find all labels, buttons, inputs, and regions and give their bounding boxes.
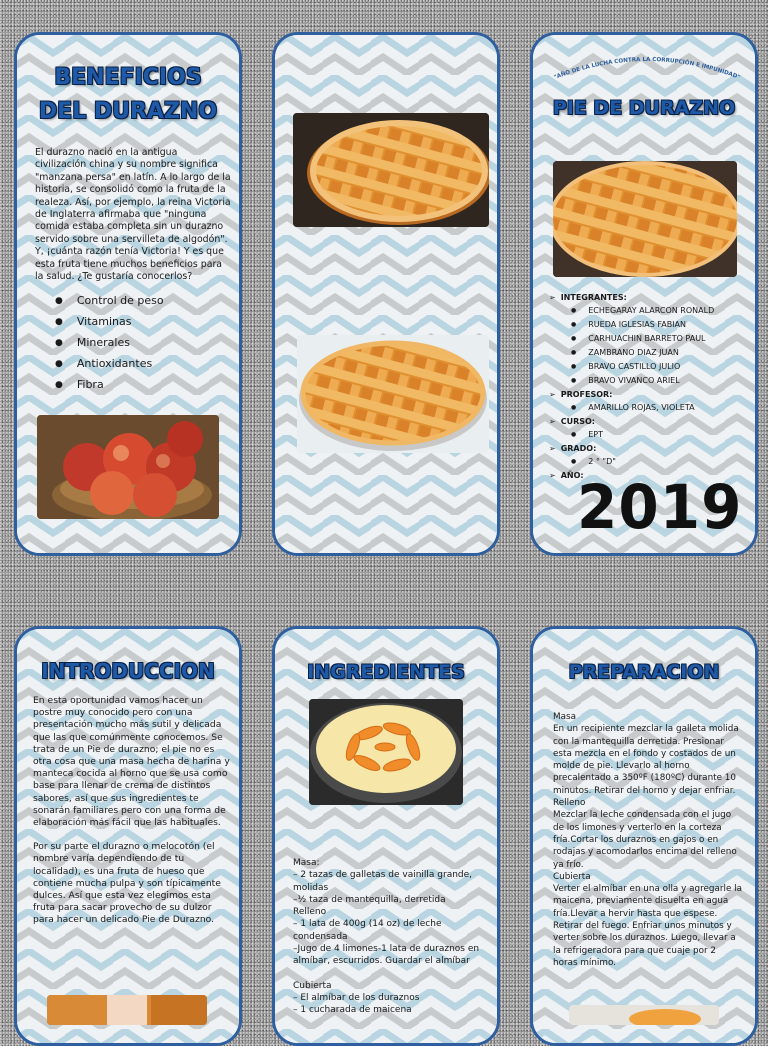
list-item: – El almíbar de los duraznos bbox=[293, 992, 420, 1003]
svg-text:"AÑO DE LA LUCHA CONTRA LA COR bbox=[553, 57, 740, 81]
list-item: ● Minerales bbox=[55, 333, 164, 354]
list-item: ● Vitaminas bbox=[55, 312, 164, 333]
beneficios-title-line2: DEL DURAZNO bbox=[38, 99, 218, 124]
list-item: ● ZAMBRANO DIAZ JUAN bbox=[549, 346, 753, 360]
beneficios-body: El durazno nació en la antigua civilización china y su nombre significa "manzana persa" en latín. A lo largo de la historia, se consolidó como la fruta de la realeza. Así, por ejemplo, la reina Victoria de Inglaterra afirmaba que "ninguna comida estaba completa sin un durazno servido sobre una servilleta de algodón". Y, ¡cuánta razón tenía Victoria! Y es que esta fruta tiene muchos beneficios para la salud. ¿Te gustaría conocerlos? bbox=[35, 147, 231, 283]
list-item: –Jugo de 4 limones-1 lata de duraznos en almíbar, escurridos. Guardar el almíbar bbox=[293, 944, 480, 967]
beneficios-title-line1: BENEFICIOS bbox=[54, 65, 202, 90]
curso-value: ● EPT bbox=[549, 428, 753, 442]
cover-title: PIE DE DURAZNO bbox=[552, 97, 736, 119]
list-item: Masa: bbox=[293, 858, 320, 868]
list-item: Cubierta bbox=[553, 871, 591, 882]
preparacion-title: PREPARACION bbox=[568, 661, 720, 683]
list-item: Mezclar la leche condensada con el jugo de los limones y verterlo en la corteza fría.Cortar los duraznos en gajos o en rodajas y acomodarlos encima del relleno ya frío. bbox=[553, 810, 737, 870]
introduccion-title: INTRODUCCION bbox=[41, 659, 215, 683]
list-item: – 2 tazas de galletas de vainilla grande, molidas bbox=[293, 870, 473, 893]
list-item: Relleno bbox=[293, 907, 327, 918]
panel-cover bbox=[530, 32, 758, 556]
list-item: ● Fibra bbox=[55, 375, 164, 396]
lattice-pie-image bbox=[293, 113, 489, 227]
list-item: – 1 lata de 400g (14 oz) de leche condensada bbox=[293, 919, 442, 942]
panel-images bbox=[272, 32, 500, 556]
list-item: Relleno bbox=[553, 798, 586, 809]
peach-cheesecake-image bbox=[309, 699, 463, 805]
panel-beneficios bbox=[14, 32, 242, 556]
list-item: Cubierta bbox=[293, 980, 332, 991]
cover-info bbox=[549, 291, 753, 482]
list-item: ● CARHUACHIN BARRETO PAUL bbox=[549, 332, 753, 346]
motto-text: "AÑO DE LA LUCHA CONTRA LA CORRUPCIÓN E IMPUNIDAD" bbox=[553, 56, 741, 81]
introduccion-para1: En esta oportunidad vamos hacer un postre muy conocido pero con una presentación mucho más sutil y delicada que las que comúnmente conocemos. Se trata de un Pie de durazno; el pie no es otra cosa que una masa hecha de harina y manteca cocida al horno que se usa como base para llenar de crema de distintos sabores, así que sus ingredientes te sonarán familiares pero con una forma de elaboración más fácil que las habituales. bbox=[33, 695, 230, 829]
integrantes-label: ➢ INTEGRANTES: bbox=[549, 291, 753, 304]
ingredientes-list bbox=[293, 857, 485, 1017]
list-item: En un recipiente mezclar la galleta molida con la mantequilla derretida. Presionar esta mezcla en el fondo y costados de un molde de pie. Llevarlo al horno precalentado a 350ºF (180ºC) durante 10 minutos. Retirar del horno y dejar enfriar. bbox=[553, 724, 739, 796]
introduccion-body bbox=[33, 695, 233, 939]
list-item: ● Antioxidantes bbox=[55, 354, 164, 375]
lattice-pie-image bbox=[569, 1005, 719, 1025]
list-item: – 1 cucharada de maicena bbox=[293, 1005, 412, 1016]
panel-ingredientes bbox=[272, 626, 500, 1046]
preparacion-body bbox=[553, 711, 743, 969]
panel-introduccion bbox=[14, 626, 242, 1046]
lattice-pie-image bbox=[553, 161, 737, 277]
ingredientes-title: INGREDIENTES bbox=[307, 661, 465, 683]
lattice-pie-image bbox=[47, 995, 207, 1025]
list-item: ● Control de peso bbox=[55, 291, 164, 312]
list-item: ● RUEDA IGLESIAS FABIAN bbox=[549, 318, 753, 332]
lattice-pie-image bbox=[297, 335, 489, 453]
grado-label: ➢ GRADO: bbox=[549, 442, 753, 455]
list-item: Verter el almíbar en una olla y agregarle la maicena, previamente disuelta en agua fría.Llevar a hervir hasta que espese. Retirar del fuego. Enfriar unos minutos y verter sobre los duraznos. Luego, llevar a la refrigeradora para que cuaje por 2 horas mínimo. bbox=[553, 884, 742, 968]
curso-label: ➢ CURSO: bbox=[549, 415, 753, 428]
profesor-label: ➢ PROFESOR: bbox=[549, 388, 753, 401]
year-display: 2019 bbox=[577, 471, 743, 543]
beneficios-list bbox=[55, 291, 164, 396]
list-item: –½ taza de mantequilla, derretida bbox=[293, 894, 446, 905]
list-item: Masa bbox=[553, 712, 576, 722]
introduccion-para2: Por su parte el durazno o melocotón (el nombre varía dependiendo de tu localidad), es una fruta de hueso que contiene mucha pulpa y son típicamente dulces. Así que esta vez elegimos esta fruta para sacar provecho de su dulzor para hacer un delicado Pie de Durazno. bbox=[33, 841, 221, 926]
profesor-name: ● AMARILLO ROJAS, VIOLETA bbox=[549, 401, 753, 415]
list-item bbox=[293, 968, 485, 980]
list-item: ● ECHEGARAY ALARCON RONALD bbox=[549, 304, 753, 318]
panel-preparacion bbox=[530, 626, 758, 1046]
list-item: ● BRAVO VIVANCO ARIEL bbox=[549, 374, 753, 388]
anio-label: ➢ AÑO: bbox=[549, 469, 753, 482]
grado-value: ● 2 ° "D" bbox=[549, 455, 753, 469]
peach-basket-image bbox=[37, 415, 219, 519]
list-item: ● BRAVO CASTILLO JULIO bbox=[549, 360, 753, 374]
